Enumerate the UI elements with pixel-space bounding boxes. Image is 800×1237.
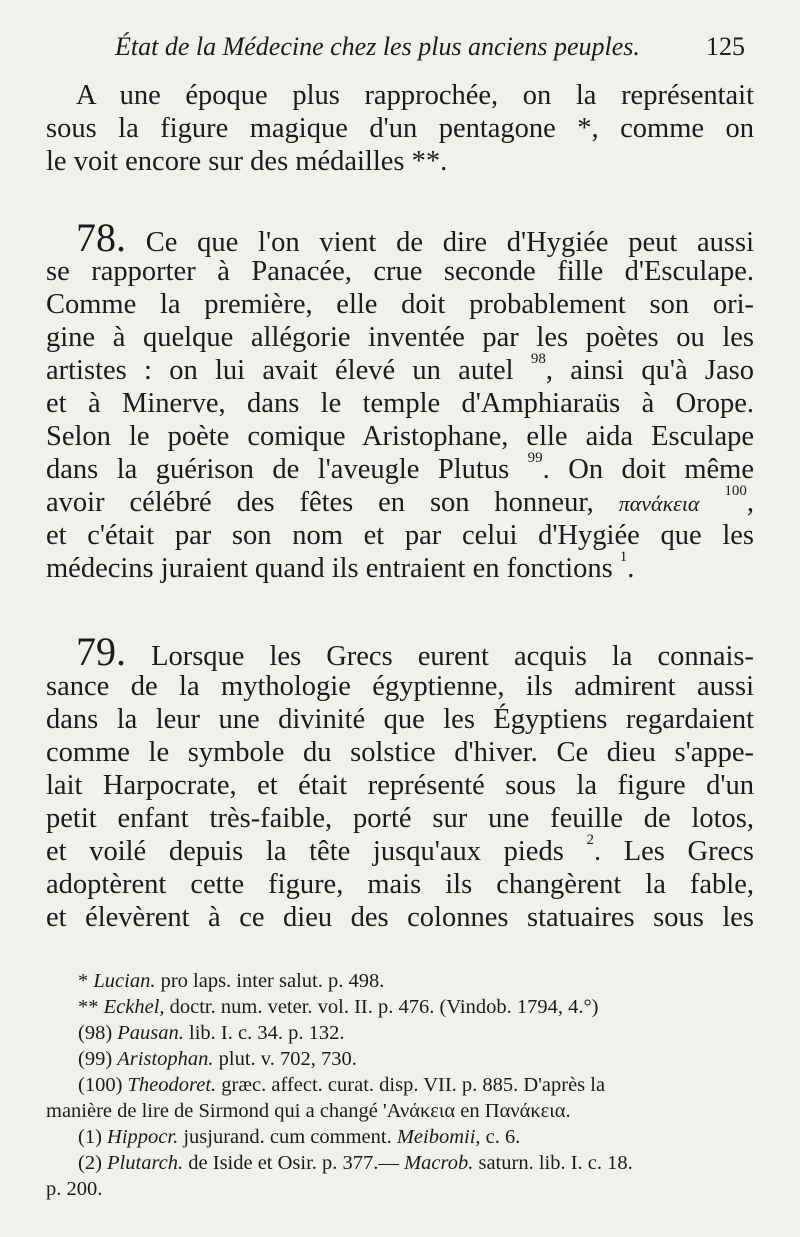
paragraph-line: sous la figure magique d'un pentagone *, comme on <box>46 113 754 144</box>
section-number: 79. <box>76 629 126 674</box>
footnote: (98) Pausan. lib. I. c. 34. p. 132. <box>78 1022 345 1044</box>
paragraph-line: adoptèrent cette figure, mais ils changèrent la fable, <box>46 869 754 900</box>
greek-word: πανάκεια <box>618 491 700 516</box>
paragraph-line: se rapporter à Panacée, crue seconde fille d'Esculape. <box>46 256 754 287</box>
section-79-first-line: 79. Lorsque les Grecs eurent acquis la connais- <box>76 629 755 674</box>
footnote-continuation: manière de lire de Sirmond qui a changé 'Ανάκεια en Πανάκεια. <box>46 1100 571 1122</box>
footnote-ref: 98 <box>530 351 546 367</box>
paragraph-line: sance de la mythologie égyptienne, ils admirent aussi <box>46 671 754 702</box>
footnote: (99) Aristophan. plut. v. 702, 730. <box>78 1048 357 1070</box>
footnote: (2) Plutarch. de Iside et Osir. p. 377.— Macrob. saturn. lib. I. c. 18. <box>78 1152 633 1174</box>
paragraph-line: Comme la première, elle doit probablement son ori- <box>46 289 754 320</box>
footnote-ref: 2 <box>586 832 594 848</box>
paragraph-line: gine à quelque allégorie inventée par les poètes ou les <box>46 322 754 353</box>
paragraph-line: Selon le poète comique Aristophane, elle aida Esculape <box>46 421 754 452</box>
footnote-ref: 100 <box>724 483 747 499</box>
paragraph-line: le voit encore sur des médailles **. <box>46 146 448 177</box>
footnote-continuation: p. 200. <box>46 1178 103 1200</box>
paragraph-line: avoir célébré des fêtes en son honneur, πανάκεια $^{100}$, <box>46 483 754 518</box>
paragraph-line: petit enfant très-faible, porté sur une feuille de lotos, <box>46 803 754 834</box>
running-header <box>115 30 745 64</box>
paragraph-line: A une époque plus rapprochée, on la représentait <box>76 80 754 111</box>
footnote: * Lucian. pro laps. inter salut. p. 498. <box>78 970 385 992</box>
paragraph-line: artistes : on lui avait élevé un autel $^{98}$, ainsi qu'à Jaso <box>46 351 754 386</box>
footnote-ref: 1 <box>619 549 628 565</box>
paragraph-line: et à Minerve, dans le temple d'Amphiaraüs à Orope. <box>46 388 754 419</box>
footnote: (1) Hippocr. jusjurand. cum comment. Meibomii, c. 6. <box>78 1126 521 1148</box>
paragraph-line: lait Harpocrate, et était représenté sous la figure d'un <box>46 770 754 801</box>
paragraph-line: et voilé depuis la tête jusqu'aux pieds $^2$. Les Grecs <box>46 832 754 867</box>
paragraph-line: médecins juraient quand ils entraient en fonctions $^1$. <box>46 549 635 584</box>
footnote: (100) Theodoret. græc. affect. curat. disp. VII. p. 885. D'après la <box>78 1074 606 1096</box>
paragraph-line: dans la leur une divinité que les Égyptiens regardaient <box>46 704 754 735</box>
footnote-ref: 99 <box>527 450 543 466</box>
paragraph-line: dans la guérison de l'aveugle Plutus $^{99}$. On doit même <box>46 450 755 485</box>
section-number: 78. <box>76 215 126 260</box>
paragraph-line: et élevèrent à ce dieu des colonnes statuaires sous les <box>46 902 754 933</box>
paragraph-line: comme le symbole du solstice d'hiver. Ce dieu s'appe- <box>46 737 754 768</box>
paragraph-line: et c'était par son nom et par celui d'Hygiée que les <box>46 520 754 551</box>
footnote: ** Eckhel, doctr. num. veter. vol. II. p. 476. (Vindob. 1794, 4.°) <box>78 996 599 1018</box>
page-number: 125 <box>706 32 745 61</box>
section-78-first-line: 78. Ce que l'on vient de dire d'Hygiée peut aussi <box>76 215 755 260</box>
running-title: État de la Médecine chez les plus anciens peuples. <box>115 32 640 61</box>
